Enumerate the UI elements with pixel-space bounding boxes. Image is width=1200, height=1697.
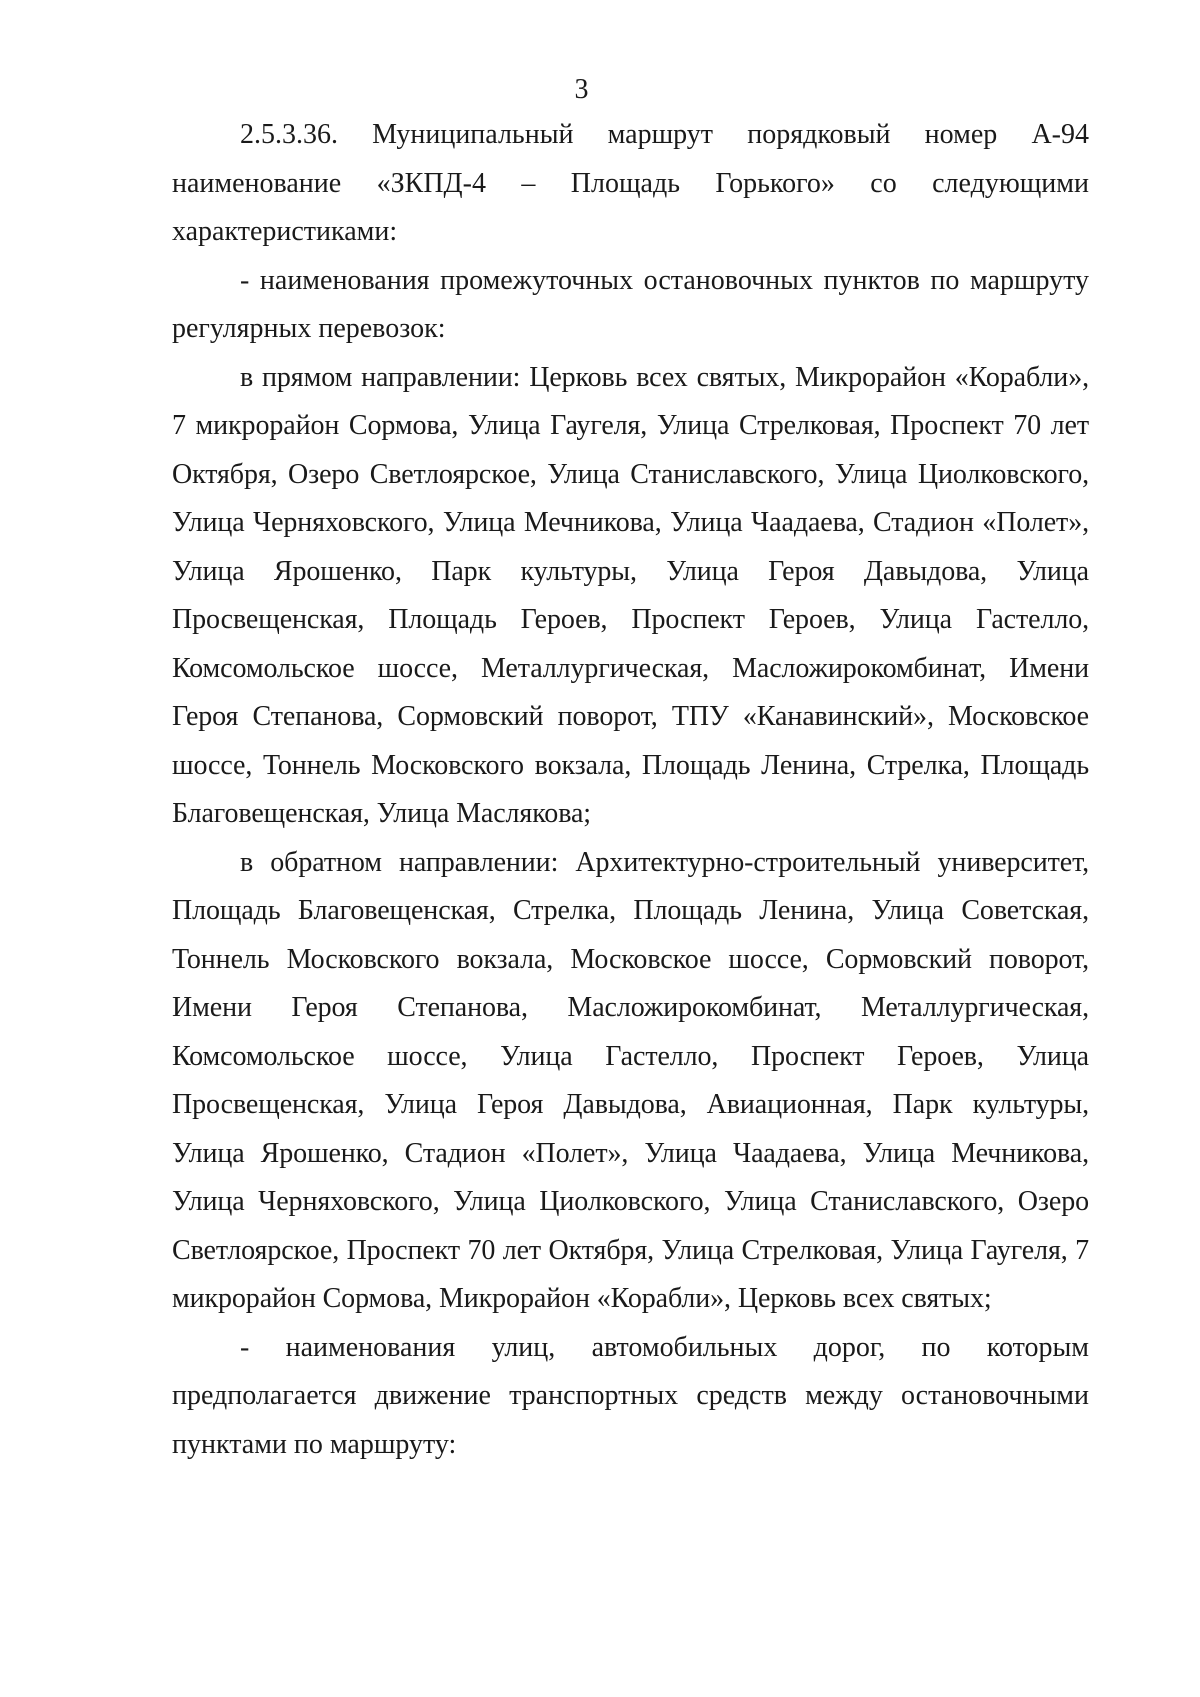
streets-heading-paragraph: - наименования улиц, автомобильных дорог, по которым предполагается движение транспортных средств между остановочными пунктами по маршруту: [172,1331,1089,1460]
intermediate-stops-heading-paragraph: - наименования промежуточных остановочных пунктов по маршруту регулярных перевозок: [172,264,1089,344]
page-number: 3 [574,74,589,105]
route-heading-paragraph: 2.5.3.36. Муниципальный маршрут порядковый номер А-94 наименование «ЗКПД-4 – Площадь Горького» со следующими характеристиками: [172,119,1089,247]
document-body [172,111,1089,1469]
forward-direction-paragraph: в прямом направлении: Церковь всех святых, Микрорайон «Корабли», 7 микрорайон Сормова, Улица Гаугеля, Улица Стрелковая, Проспект 70 лет Октября, Озеро Светлоярское, Улица Станиславского, Улица Циолковского, Улица Черняховского, Улица Мечникова, Улица Чаадаева, Стадион «Полет», Улица Ярошенко, Парк культуры, Улица Героя Давыдова, Улица Просвещенская, Площадь Героев, Проспект Героев, Улица Гастелло, Комсомольское шоссе, Металлургическая, Масложирокомбинат, Имени Героя Степанова, Сормовский поворот, ТПУ «Канавинский», Московское шоссе, Тоннель Московского вокзала, Площадь Ленина, Стрелка, Площадь Благовещенская, Улица Маслякова; [172,361,1089,829]
reverse-direction-paragraph: в обратном направлении: Архитектурно-строительный университет, Площадь Благовещенская, Стрелка, Площадь Ленина, Улица Советская, Тоннель Московского вокзала, Московское шоссе, Сормовский поворот, Имени Героя Степанова, Масложирокомбинат, Металлургическая, Комсомольское шоссе, Улица Гастелло, Проспект Героев, Улица Просвещенская, Улица Героя Давыдова, Авиационная, Парк культуры, Улица Ярошенко, Стадион «Полет», Улица Чаадаева, Улица Мечникова, Улица Черняховского, Улица Циолковского, Улица Станиславского, Озеро Светлоярское, Проспект 70 лет Октября, Улица Стрелковая, Улица Гаугеля, 7 микрорайон Сормова, Микрорайон «Корабли», Церковь всех святых; [172,846,1089,1314]
